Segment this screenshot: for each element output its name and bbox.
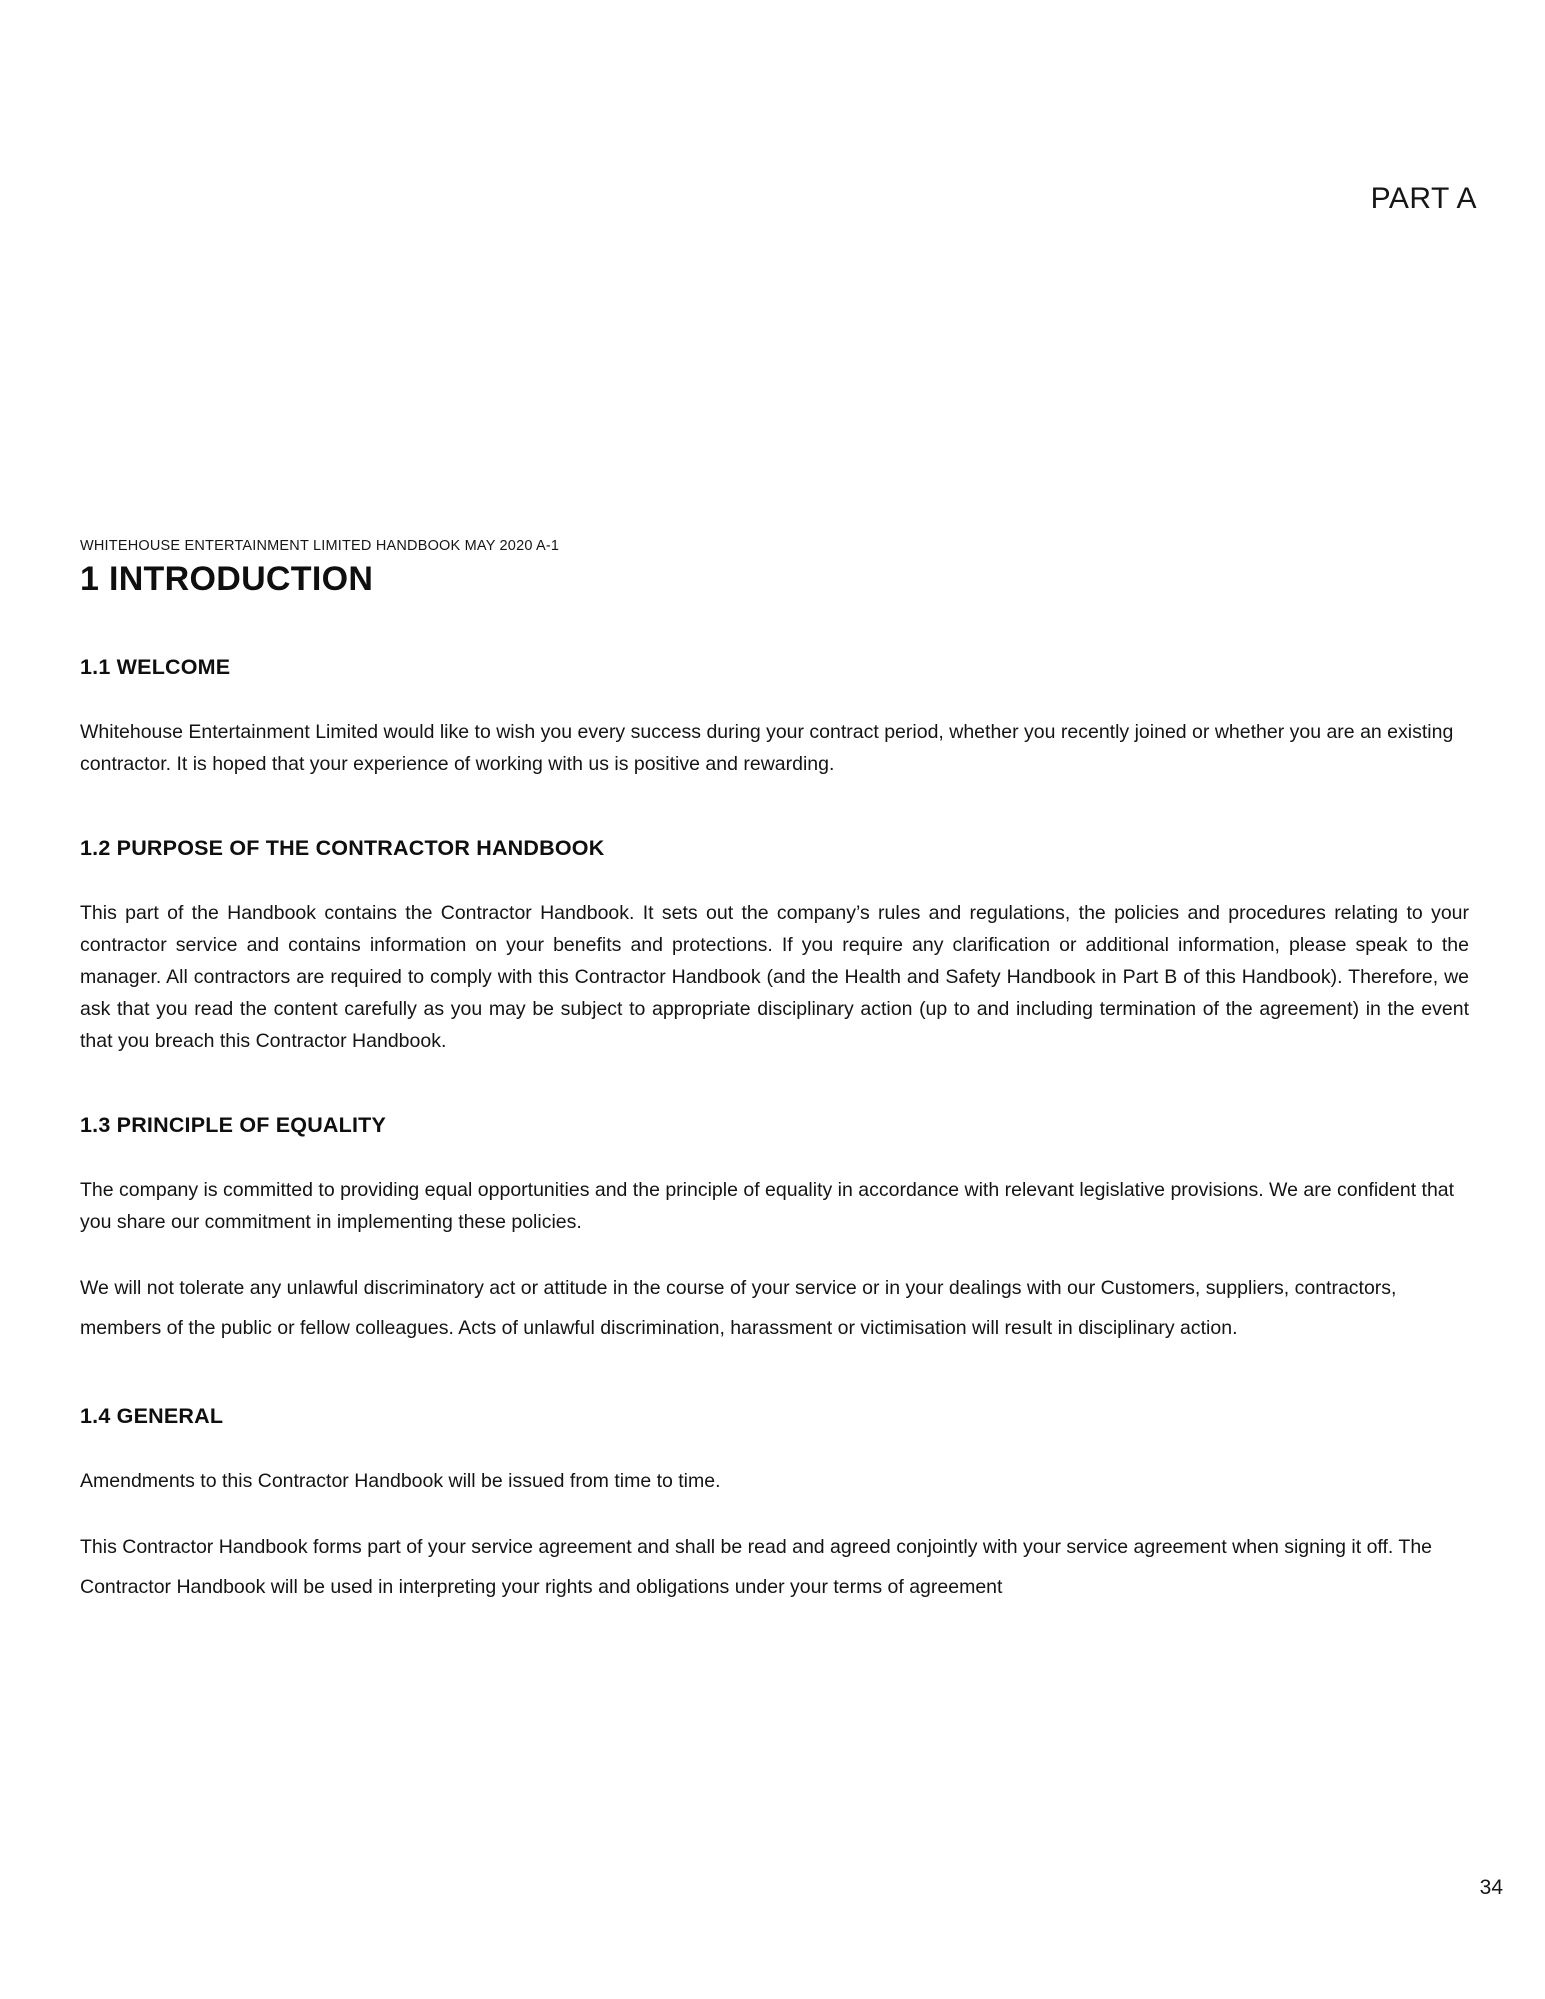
document-header-line: WHITEHOUSE ENTERTAINMENT LIMITED HANDBOOK MAY 2020 A-1: [80, 538, 560, 554]
part-label: PART A: [1370, 182, 1477, 215]
paragraph-purpose-1: This part of the Handbook contains the Contractor Handbook. It sets out the company’s rules and regulations, the policies and procedures relating to your contractor service and contains information on your benefits and protections. If you require any clarification or additional information, please speak to the manager. All contractors are required to comply with this Contractor Handbook (and the Health and Safety Handbook in Part B of this Handbook). Therefore, we ask that you read the content carefully as you may be subject to appropriate disciplinary action (up to and including termination of the agreement) in the event that you breach this Contractor Handbook.: [80, 902, 1469, 1052]
paragraph-general-1: Amendments to this Contractor Handbook will be issued from time to time.: [80, 1470, 721, 1492]
section-welcome: [80, 655, 1469, 780]
section-heading-principle-of-equality: 1.3 PRINCIPLE OF EQUALITY: [80, 1113, 387, 1137]
section-purpose: [80, 836, 1469, 1057]
document-content: [80, 538, 1469, 1607]
paragraph-general-2: This Contractor Handbook forms part of your service agreement and shall be read and agreed conjointly with your service agreement when signing it off. The Contractor Handbook will be used in interpreting your rights and obligations under your terms of agreement: [80, 1536, 1433, 1598]
section-heading-welcome: 1.1 WELCOME: [80, 655, 231, 679]
section-heading-general: 1.4 GENERAL: [80, 1404, 224, 1428]
paragraph-welcome-1: Whitehouse Entertainment Limited would like to wish you every success during your contract period, whether you recently joined or whether you are an existing contractor. It is hoped that your experience of working with us is positive and rewarding.: [80, 721, 1454, 775]
paragraph-equality-1: The company is committed to providing equal opportunities and the principle of equality in accordance with relevant legislative provisions. We are confident that you share our commitment in implementing these policies.: [80, 1179, 1455, 1233]
paragraph-equality-2: We will not tolerate any unlawful discriminatory act or attitude in the course of your service or in your dealings with our Customers, suppliers, contractors, members of the public or fellow colleagues. Acts of unlawful discrimination, harassment or victimisation will result in disciplinary action.: [80, 1277, 1397, 1339]
document-title: 1 INTRODUCTION: [80, 560, 374, 598]
section-general: [80, 1404, 1469, 1607]
section-heading-purpose: 1.2 PURPOSE OF THE CONTRACTOR HANDBOOK: [80, 836, 605, 860]
page-number: 34: [1479, 1876, 1503, 1899]
section-principle-of-equality: [80, 1113, 1469, 1348]
